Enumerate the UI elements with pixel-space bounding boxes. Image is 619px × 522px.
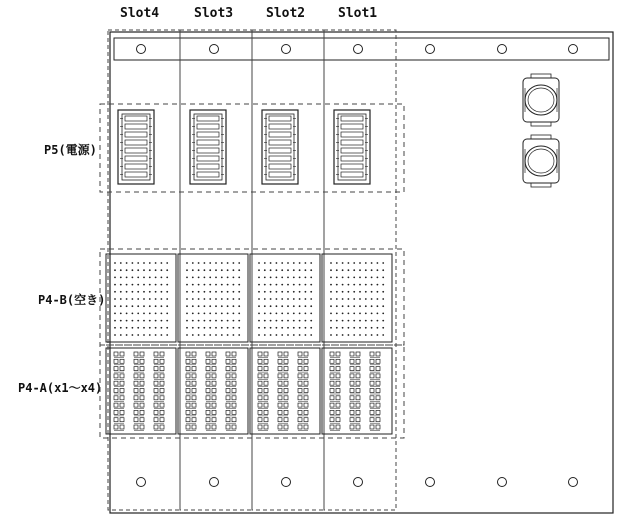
p5-power-connector [334,110,370,184]
mounting-hole [282,478,291,487]
p4b-connector [106,254,176,342]
top-rail [114,38,609,60]
p4b-connector [250,254,320,342]
mounting-hole [210,45,219,54]
p5-power-connector [190,110,226,184]
p4a-connector [322,348,392,434]
round-component [523,74,559,126]
mounting-hole [354,478,363,487]
mounting-hole [569,478,578,487]
slot4-label: Slot4 [120,6,160,21]
mounting-hole [137,45,146,54]
p5-row-label: P5(電源) [44,143,97,157]
p5-power-connector [118,110,154,184]
mounting-hole [426,45,435,54]
round-component [523,135,559,187]
slot3-label: Slot3 [194,6,234,21]
p4b-connector [178,254,248,342]
p4a-connector [178,348,248,434]
p4a-connector [106,348,176,434]
p5-power-connector [262,110,298,184]
p4b-row-label: P4-B(空き) [38,293,106,307]
mounting-hole [498,478,507,487]
slot1-label: Slot1 [338,6,378,21]
p4a-connector [250,348,320,434]
slot2-label: Slot2 [266,6,306,21]
mounting-hole [498,45,507,54]
mounting-hole [569,45,578,54]
p4b-connector [322,254,392,342]
mounting-hole [137,478,146,487]
mounting-hole [426,478,435,487]
mounting-hole [282,45,291,54]
mounting-hole [354,45,363,54]
mounting-hole [210,478,219,487]
p4a-row-label: P4-A(x1～x4) [18,381,103,395]
